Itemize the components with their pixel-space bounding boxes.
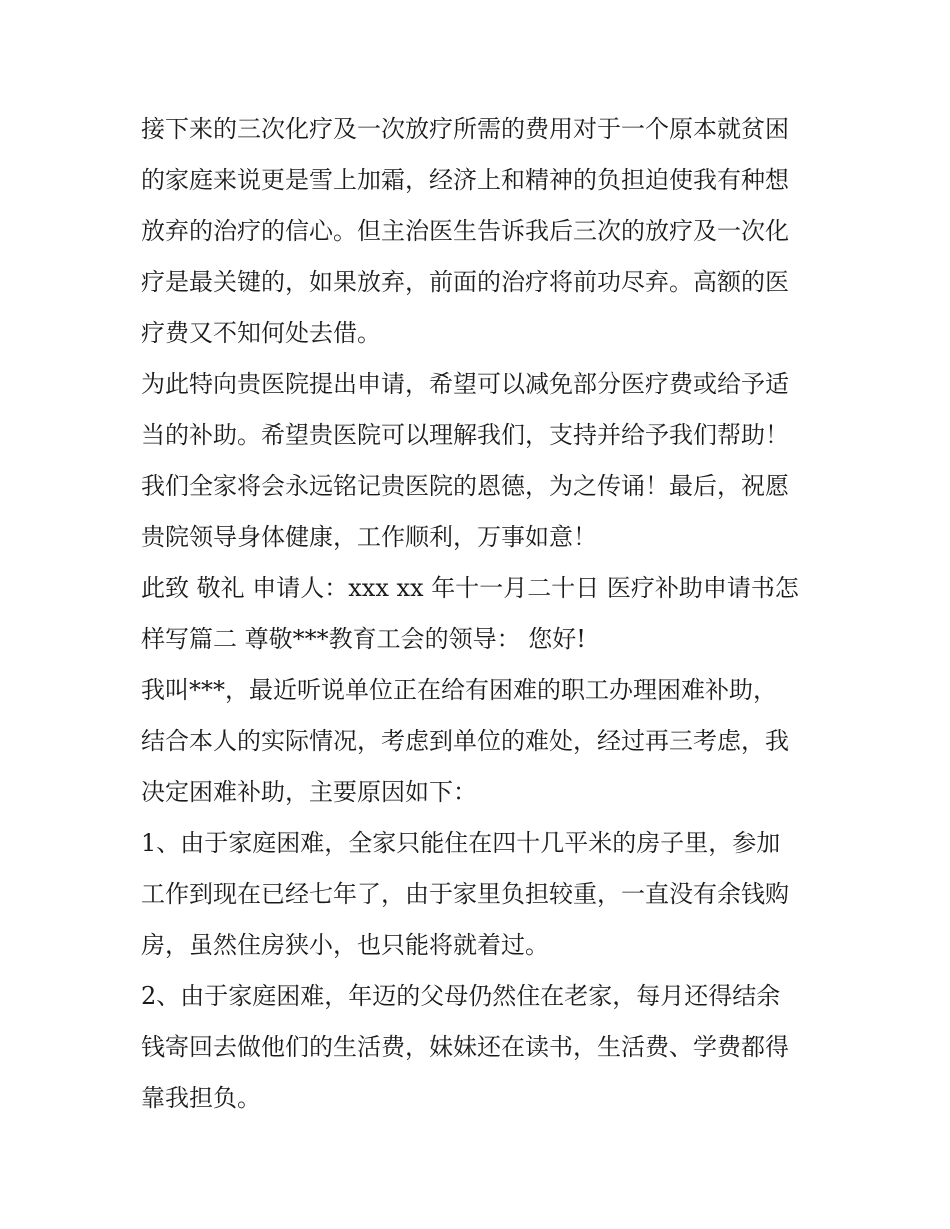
text-line: 贵院领导身体健康，工作顺利，万事如意！ [141,523,597,551]
text-line: 结合本人的实际情况，考虑到单位的难处，经过再三考虑，我 [141,727,789,755]
text-line: 放弃的治疗的信心。但主治医生告诉我后三次的放疗及一次化 [141,217,789,245]
text-line: 房，虽然住房狭小，也只能将就着过。 [141,931,549,959]
body-text [141,104,821,1124]
text-line: 接下来的三次化疗及一次放疗所需的费用对于一个原本就贫困 [141,115,789,143]
text-line: 工作到现在已经七年了，由于家里负担较重，一直没有余钱购 [141,880,789,908]
text-line: 决定困难补助，主要原因如下： [141,778,477,806]
text-line: 我叫***，最近听说单位正在给有困难的职工办理困难补助， [141,676,777,704]
text-line: 2、由于家庭困难，年迈的父母仍然住在老家，每月还得结余 [141,982,781,1010]
text-line: 钱寄回去做他们的生活费，妹妹还在读书，生活费、学费都得 [141,1033,789,1061]
text-line: 的家庭来说更是雪上加霜，经济上和精神的负担迫使我有种想 [141,166,789,194]
text-line: 靠我担负。 [141,1084,261,1112]
text-line: 此致 敬礼 申请人：xxx xx 年十一月二十日 医疗补助申请书怎 [141,574,799,602]
text-line: 为此特向贵医院提出申请，希望可以减免部分医疗费或给予适 [141,370,789,398]
text-line: 样写篇二 尊敬***教育工会的领导： 您好! [141,625,586,653]
text-line: 疗费又不知何处去借。 [141,319,381,347]
text-line: 我们全家将会永远铭记贵医院的恩德，为之传诵！最后，祝愿 [141,472,789,500]
text-line: 疗是最关键的，如果放弃，前面的治疗将前功尽弃。高额的医 [141,268,789,296]
text-line: 当的补助。希望贵医院可以理解我们，支持并给予我们帮助！ [141,421,789,449]
text-line: 1、由于家庭困难，全家只能住在四十几平米的房子里，参加 [141,829,781,857]
